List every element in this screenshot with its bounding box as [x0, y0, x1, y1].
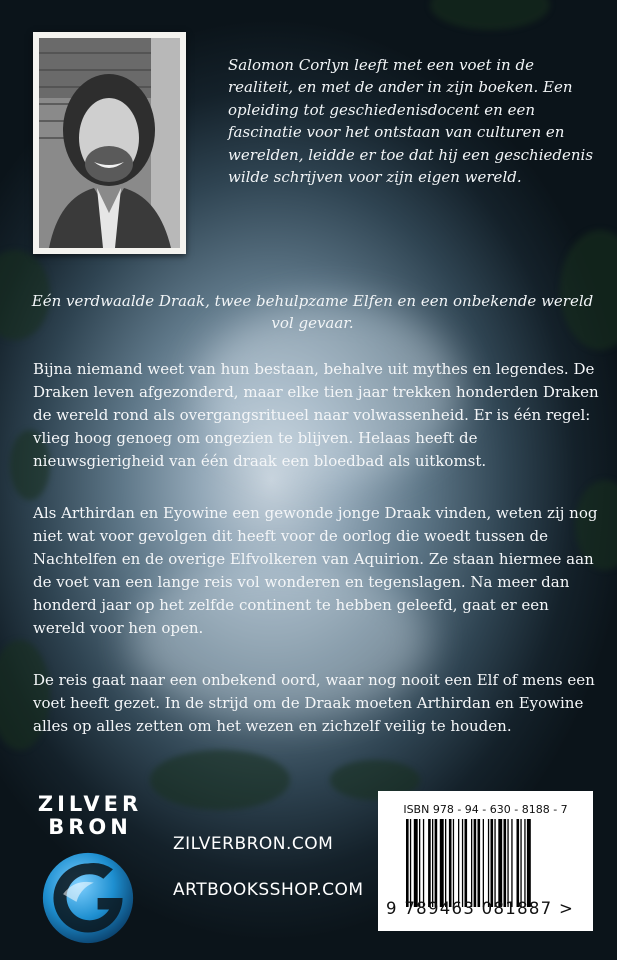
synopsis-paragraph-1: Bijna niemand weet van hun bestaan, behalve uit mythes en legendes. De Draken leven afgezonderd, maar elke tien jaar trekken honderden Draken de wereld rond als overgangsritueel naar volwassenheid. Er is één regel: vlieg hoog genoeg om ongezien te blijven. Helaas heeft de nieuwsgierigheid van één draak een bloedbad als uitkomst. — [33, 360, 599, 470]
barcode-bars — [406, 819, 578, 907]
barcode-bar — [524, 819, 525, 907]
barcode-bar — [488, 819, 489, 907]
barcode-bar — [511, 819, 512, 907]
barcode-bar — [435, 819, 438, 907]
barcode-bar — [465, 819, 468, 907]
isbn-label: ISBN 978 - 94 - 630 - 8188 - 7 — [403, 803, 568, 816]
barcode-bar — [449, 819, 452, 907]
barcode-bar — [498, 819, 502, 907]
barcode-bar — [471, 819, 472, 907]
isbn-barcode — [378, 791, 593, 931]
barcode-bar — [491, 819, 494, 907]
barcode-bar — [520, 819, 521, 907]
barcode-bar — [423, 819, 424, 907]
barcode-bar — [478, 819, 481, 907]
synopsis-paragraph-3: De reis gaat naar een onbekend oord, waar nog nooit een Elf of mens een voet heeft gezet. In de strijd om de Draak moeten Arthirdan en Eyowine alles op alles zetten om het wezen en zichzelf veilig te houden. — [33, 671, 595, 735]
barcode-bar — [445, 819, 446, 907]
barcode-bar — [453, 819, 454, 907]
publisher-url-zilverbron[interactable]: ZILVERBRON.COM — [173, 834, 334, 854]
barcode-bar — [440, 819, 444, 907]
publisher-url-artbooksshop[interactable]: ARTBOOKSSHOP.COM — [173, 880, 364, 900]
barcode-bar — [458, 819, 459, 907]
barcode-bar — [414, 819, 418, 907]
barcode-bar — [410, 819, 411, 907]
publisher-name — [36, 793, 144, 839]
barcode-bar — [406, 819, 409, 907]
synopsis-paragraph-2: Als Arthirdan en Eyowine een gewonde jonge Draak vinden, weten zij nog niet wat voor gevolgen dit heeft voor de oorlog die woedt tussen de Nachtelfen en de overige Elfvolkeren van Aquirion. Ze staan hiermee aan de voet van een lange reis vol wonderen en tegenslagen. Na meer dan honderd jaar op het zelfde continent te hebben geleefd, gaat er een wereld voor hen open. — [33, 504, 598, 637]
ean-number: 9 789463 081887 > — [386, 899, 575, 918]
book-tagline: Eén verdwaalde Draak, twee behulpzame Elfen en een onbekende wereld vol gevaar. — [31, 292, 594, 332]
barcode-bar — [483, 819, 484, 907]
publisher-name-line1: ZILVER — [37, 792, 143, 816]
barcode-bar — [462, 819, 463, 907]
publisher-name-line2: BRON — [48, 815, 132, 839]
barcode-bar — [494, 819, 495, 907]
barcode-bar — [432, 819, 433, 907]
barcode-bar — [428, 819, 431, 907]
barcode-bar — [507, 819, 508, 907]
barcode-bar — [504, 819, 507, 907]
barcode-bar — [474, 819, 477, 907]
author-bio: Salomon Corlyn leeft met een voet in de realiteit, en met de ander in zijn boeken. Een opleiding tot geschiedenisdocent en een fascinatie voor het ontstaan van culturen en werelden, leidde er toe dat hij een geschiedenis wilde schrijven voor zijn eigen wereld. — [228, 56, 594, 187]
barcode-bar — [419, 819, 420, 907]
author-photo — [33, 32, 186, 254]
barcode-bar — [517, 819, 520, 907]
zilverbron-logo-icon — [40, 850, 136, 946]
barcode-bar — [527, 819, 531, 907]
